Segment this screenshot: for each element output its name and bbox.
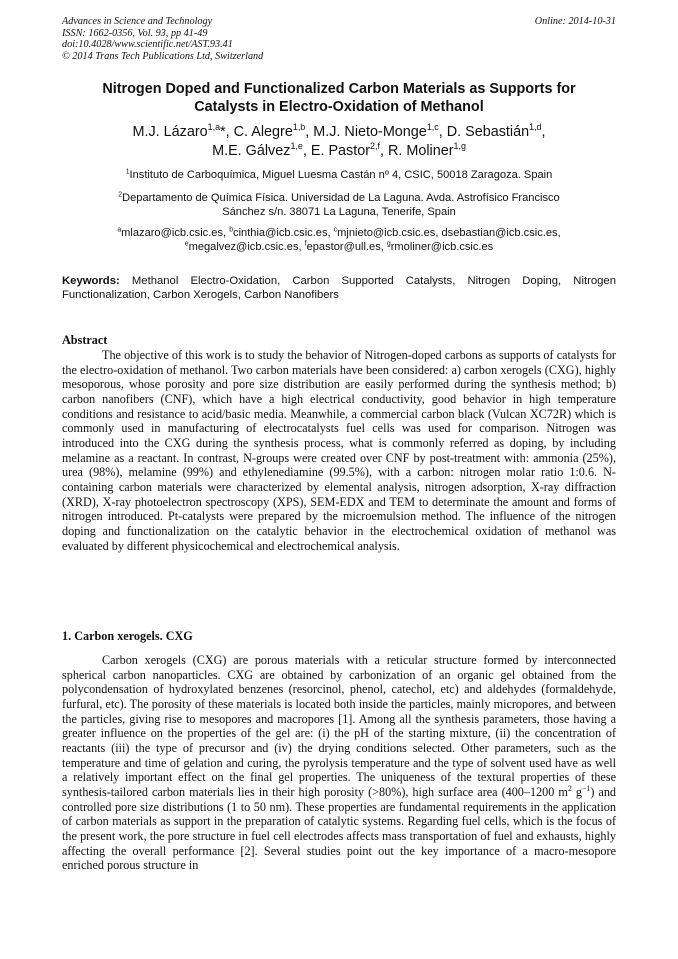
doi-line: doi:10.4028/www.scientific.net/AST.93.41: [62, 39, 233, 51]
affiliation-text: Departamento de Química Física. Universidad de La Laguna. Avda. Astrofísico Francisco: [122, 192, 560, 204]
superscript-minus-1: −1: [581, 783, 591, 793]
keywords-block: [62, 274, 616, 303]
author-affiliation-mark: 1,a: [207, 122, 221, 133]
abstract-text: The objective of this work is to study the behavior of Nitrogen-doped carbons as supports of catalysts for the electro-oxidation of methanol. Two carbon materials have been considered: a) carbon xerogels (CXG), highly mesoporous, whose porosity and pore size distribution are easily performed during the synthesis method; b) carbon nanofibers (CNF), which have a high electrical conductivity, good behavior in high temperature conditions and resistance to acid/basic media. Meanwhile, a commercial carbon black (Vulcan XC72R) which is commonly used in manufacturing of electrocatalysts fuel cells was used for comparison. Nitrogen was introduced into the CXG during the synthesis process, what is commonly referred as doping, by including melamine as a reactant. In contrast, N-groups were created over CNF by post-treatment with: ammonia (25%), urea (98%), melamine (99%) and ethylenediamine (99.5%), with a carbon: nitrogen molar ratio 1:0.6. N-containing carbon materials were characterized by elemental analysis, nitrogen adsorption, X-ray diffraction (XRD), X-ray photoelectron spectroscopy (XPS), SEM-EDX and TEM to determinate the amount and forms of nitrogen introduced. Pt-catalysts were prepared by the microemulsion method. The influence of the nitrogen doping and functionalization on the catalytic behavior in the electrochemical oxidation of methanol was evaluated by different physicochemical and electrochemical analysis.: [62, 348, 616, 553]
author-affiliation-mark: 1,c: [426, 122, 439, 133]
section-text-part-2: ) and controlled pore size distributions (1 to 50 nm). These properties are fundamental requirements in the application of carbon materials as support in the preparation of catalytic systems. Regarding fuel cells, which is the focus of the present work, the pore structure in fuel cell electrodes affects mass transportation of fuel and exhausts, highly affecting the overall performance [2]. Several studies point out the key importance of a macro-mesopore enriched porous structure in: [62, 784, 617, 873]
author-separator: ,: [379, 143, 388, 159]
affiliation-2-line-2: Sánchez s/n. 38071 La Laguna, Tenerife, Spain: [222, 206, 456, 218]
email-mark: c: [333, 226, 338, 234]
author-separator: ,: [305, 124, 314, 140]
author-line-1: [62, 123, 616, 142]
email-line-2: [62, 240, 616, 254]
copyright-line: © 2014 Trans Tech Publications Ltd, Switzerland: [62, 50, 264, 62]
email-address: rmoliner@icb.csic.es: [390, 241, 494, 253]
keywords-label: Keywords:: [62, 275, 120, 287]
email-address: mjnieto@icb.csic.es,: [337, 227, 442, 239]
email-mark: a: [117, 226, 122, 234]
unit-g: g: [571, 784, 582, 799]
keywords-text: Methanol Electro-Oxidation, Carbon Supported Catalysts, Nitrogen Doping, Nitrogen Functionalization, Carbon Xerogels, Carbon Nanofibers: [62, 275, 616, 302]
affiliation-1: [62, 168, 616, 182]
email-address: epastor@ull.es,: [306, 241, 387, 253]
author-name: M.J. Lázaro: [132, 124, 208, 140]
section-text-part-1: Carbon xerogels (CXG) are porous materials with a reticular structure formed by interconnected spherical carbon nanoparticles. CXG are obtained by carbonization of an organic gel obtained from the polycondensation of hydroxylated benzenes (resorcinol, phenol, catechol, etc) and aldehydes (formaldehyde, furfural, etc). The porosity of these materials is located both inside the particles, mainly micropores, and between the particles, giving rise to mesopores and macropores [1]. Among all the synthesis parameters, those having a greater influence on the properties of the gel are: (i) the pH of the starting mixture, (ii) the concentration of reactants (iii) the type of precursor and (iv) the drying conditions selected. Other parameters, such as the temperature and time of gelation and curing, the pyrolysis temperature and the type of solvent used have as well a relatively important effect on the final gel properties. The uniqueness of the textural properties of these synthesis-tailored carbon materials lies in their high porosity (>80%), high surface area (400–1200 m: [62, 653, 616, 799]
superscript-2: 2: [567, 783, 572, 793]
email-address: cinthia@icb.csic.es,: [233, 227, 334, 239]
author-affiliation-mark: 1,b: [292, 122, 306, 133]
author-separator: ,: [438, 124, 447, 140]
author-name: D. Sebastián: [446, 124, 530, 140]
email-mark: g: [386, 240, 391, 248]
affiliation-2: [62, 191, 616, 219]
journal-name: Advances in Science and Technology: [62, 16, 213, 27]
email-mark: f: [304, 240, 307, 248]
author-line-2: [62, 142, 616, 161]
author-name: M.E. Gálvez: [212, 143, 291, 159]
author-separator: ,: [302, 143, 311, 159]
online-date: Online: 2014-10-31: [534, 16, 616, 27]
author-affiliation-mark: 1,g: [453, 141, 466, 152]
author-separator: *,: [220, 124, 234, 140]
section-paragraph: [62, 653, 616, 873]
email-line-1: [62, 226, 616, 240]
author-separator: ,: [541, 124, 546, 140]
abstract-heading: Abstract: [62, 333, 108, 347]
paper-title: [62, 80, 616, 116]
author-list: [62, 123, 616, 161]
author-name: M.J. Nieto-Monge: [313, 124, 427, 140]
author-name: E. Pastor: [310, 143, 371, 159]
issn-line: ISSN: 1662-0356, Vol. 93, pp 41-49: [62, 27, 208, 39]
email-mark: b: [229, 226, 234, 234]
author-affiliation-mark: 1,e: [290, 141, 303, 152]
title-line-1: Nitrogen Doped and Functionalized Carbon Materials as Supports for: [102, 81, 576, 97]
author-affiliation-mark: 2,f: [370, 141, 380, 152]
journal-metadata: [62, 16, 263, 62]
title-line-2: Catalysts in Electro-Oxidation of Methanol: [194, 99, 484, 115]
affiliation-mark: 2: [118, 191, 123, 199]
author-affiliation-mark: 1,d: [529, 122, 542, 133]
email-address: megalvez@icb.csic.es,: [188, 241, 305, 253]
email-address: dsebastian@icb.csic.es,: [441, 227, 561, 239]
email-mark: e: [184, 240, 189, 248]
affiliation-2-line-1: [62, 191, 616, 205]
section-heading: 1. Carbon xerogels. CXG: [62, 629, 193, 643]
affiliation-text: Instituto de Carboquímica, Miguel Luesma Castán nº 4, CSIC, 50018 Zaragoza. Spain: [129, 169, 553, 181]
email-address: mlazaro@icb.csic.es,: [121, 227, 230, 239]
author-emails: [62, 226, 616, 254]
author-name: C. Alegre: [233, 124, 293, 140]
author-name: R. Moliner: [387, 143, 454, 159]
affiliation-mark: 1: [125, 168, 130, 176]
